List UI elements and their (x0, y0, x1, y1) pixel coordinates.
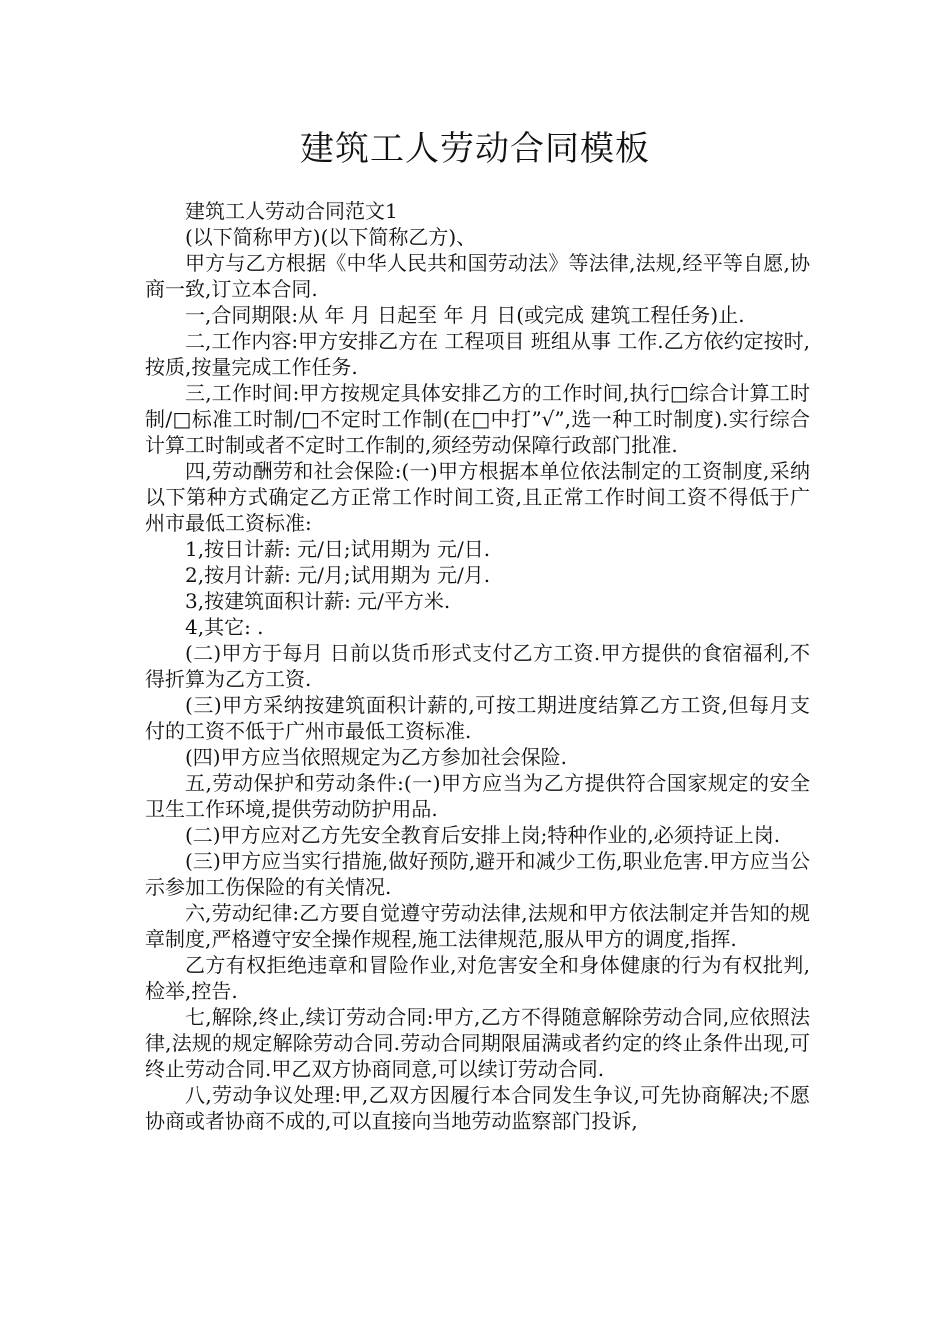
paragraph: 1,按日计薪: 元/日;试用期为 元/日. (185, 537, 491, 561)
paragraph: 四,劳动酬劳和社会保险:(一)甲方根据本单位依法制定的工资制度,采纳以下第种方式确定乙方正常工作时间工资,且正常工作时间工资不得低于广州市最低工资标准: (145, 459, 810, 535)
paragraph: (二)甲方应对乙方先安全教育后安排上岗;特种作业的,必须持证上岗. (185, 823, 781, 847)
paragraph: 2,按月计薪: 元/月;试用期为 元/月. (185, 563, 491, 587)
paragraph: (二)甲方于每月 日前以货币形式支付乙方工资.甲方提供的食宿福利,不得折算为乙方工资. (145, 641, 810, 691)
paragraph: (以下简称甲方)(以下简称乙方)、 (185, 225, 477, 249)
paragraph: 甲方与乙方根据《中华人民共和国劳动法》等法律,法规,经平等自愿,协商一致,订立本合同. (145, 251, 810, 301)
paragraph: 六,劳动纪律:乙方要自觉遵守劳动法律,法规和甲方依法制定并告知的规章制度,严格遵守安全操作规程,施工法律规范,服从甲方的调度,指挥. (145, 901, 810, 951)
paragraph: (三)甲方应当实行措施,做好预防,避开和减少工伤,职业危害.甲方应当公示参加工伤保险的有关情况. (145, 849, 810, 899)
paragraph: (三)甲方采纳按建筑面积计薪的,可按工期进度结算乙方工资,但每月支付的工资不低于广州市最低工资标准. (145, 693, 810, 743)
paragraph: 3,按建筑面积计薪: 元/平方米. (185, 589, 451, 613)
paragraph: 建筑工人劳动合同范文1 (185, 199, 398, 223)
paragraph: 三,工作时间:甲方按规定具体安排乙方的工作时间,执行□综合计算工时制/□标准工时制/□不定时工作制(在□中打”√”,选一种工时制度).实行综合计算工时制或者不定时工作制的,须经劳动保障行政部门批准. (145, 381, 810, 457)
paragraph: 二,工作内容:甲方安排乙方在 工程项目 班组从事 工作.乙方依约定按时,按质,按量完成工作任务. (145, 329, 810, 379)
paragraph: 一,合同期限:从 年 月 日起至 年 月 日(或完成 建筑工程任务)止. (185, 303, 745, 327)
paragraph: 五,劳动保护和劳动条件:(一)甲方应当为乙方提供符合国家规定的安全卫生工作环境,提供劳动防护用品. (145, 771, 810, 821)
paragraph: 八,劳动争议处理:甲,乙双方因履行本合同发生争议,可先协商解决;不愿协商或者协商不成的,可以直接向当地劳动监察部门投诉, (145, 1083, 810, 1133)
document-title: 建筑工人劳动合同模板 (300, 129, 650, 169)
paragraph: (四)甲方应当依照规定为乙方参加社会保险. (185, 745, 567, 769)
paragraph: 乙方有权拒绝违章和冒险作业,对危害安全和身体健康的行为有权批判,检举,控告. (145, 953, 810, 1003)
paragraph: 七,解除,终止,续订劳动合同:甲方,乙方不得随意解除劳动合同,应依照法律,法规的规定解除劳动合同.劳动合同期限届满或者约定的终止条件出现,可终止劳动合同.甲乙双方协商同意,可以续订劳动合同. (145, 1005, 810, 1081)
document-body (145, 198, 810, 1134)
paragraph: 4,其它: . (185, 615, 264, 639)
